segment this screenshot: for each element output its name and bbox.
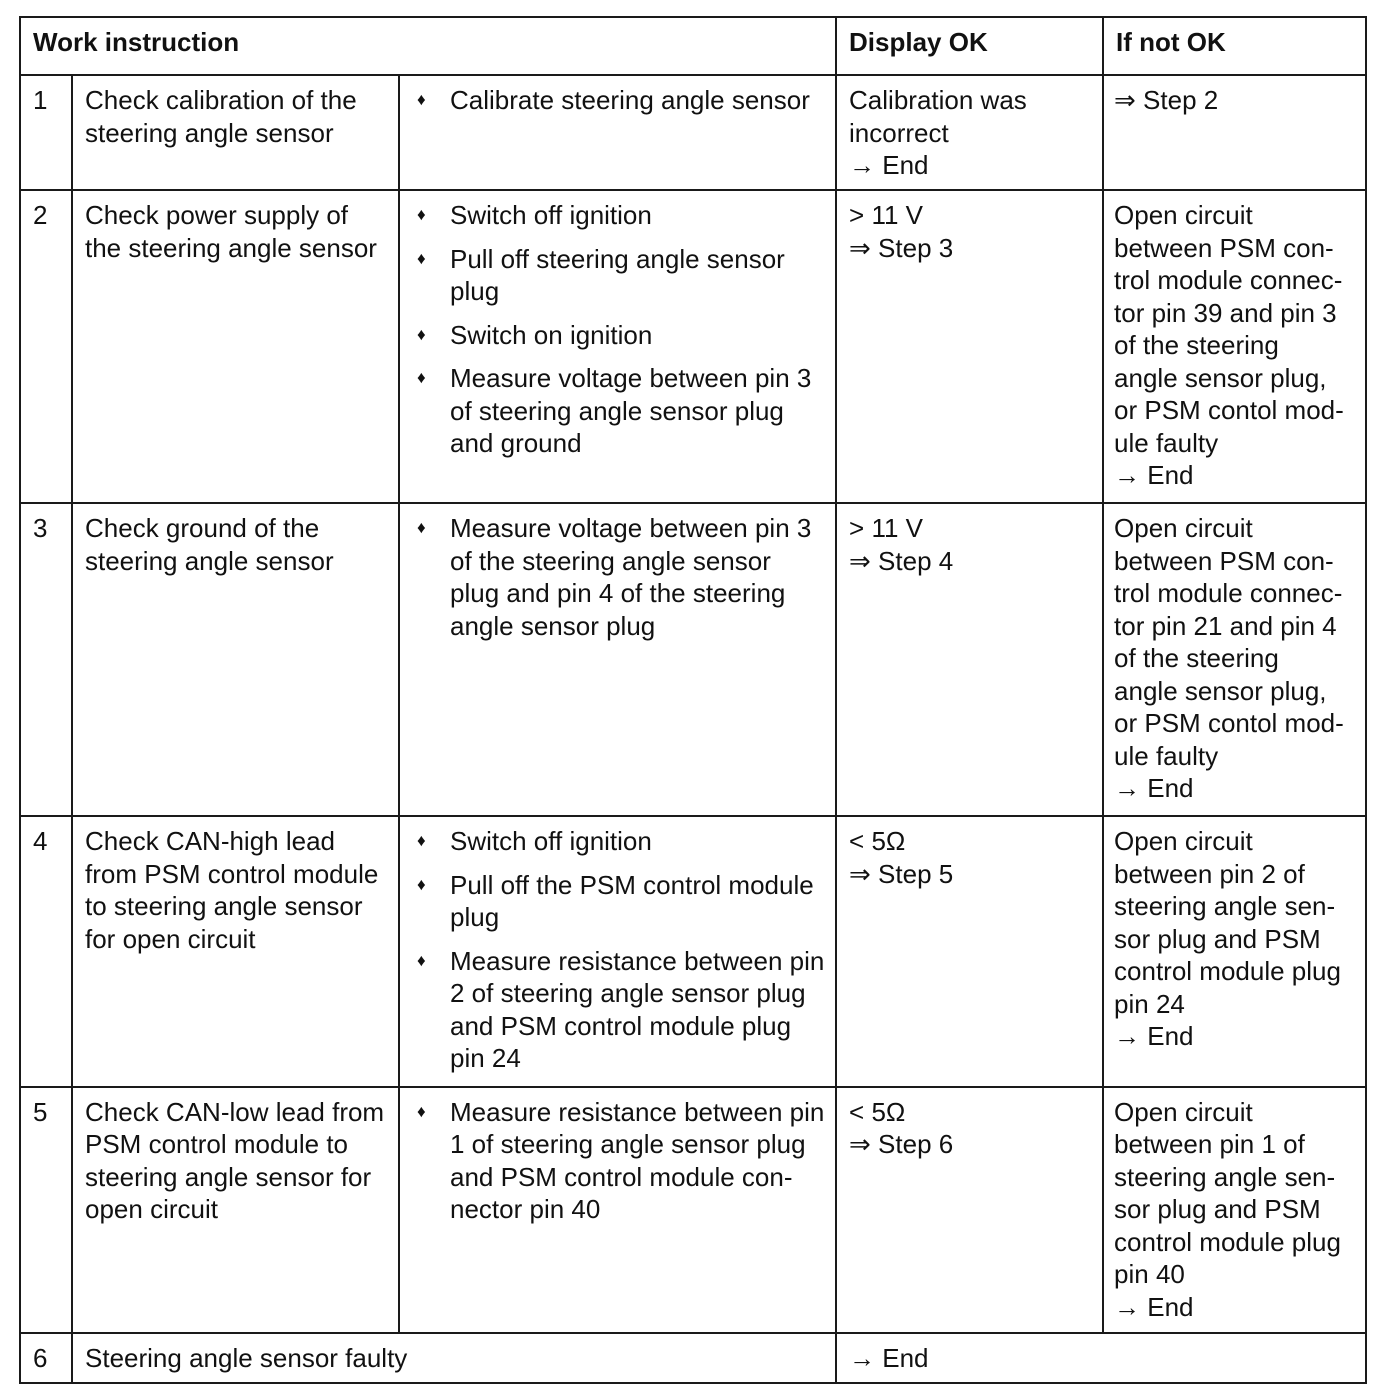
bullet-icon: ♦: [417, 324, 426, 344]
if-not-ok-cell: Open circuit between pin 2 of steering angle sen- sor plug and PSM control module plug pin 24 → End: [1103, 816, 1366, 1087]
header-display-ok: Display OK: [836, 17, 1103, 75]
table-row: [20, 1087, 1366, 1333]
bullet-icon: ♦: [417, 874, 426, 894]
step-instruction: Check CAN-high lead from PSM control module to steering angle sensor for open circuit: [72, 816, 399, 1087]
bullet-icon: ♦: [417, 368, 426, 387]
table-row: [20, 190, 1366, 503]
action-item: ♦ Measure resistance between pin 2 of steering angle sensor plug and PSM control module plug pin 24: [417, 945, 825, 1073]
action-item: ♦ Pull off steering angle sensor plug: [417, 243, 785, 306]
action-item: ♦ Switch off ignition: [417, 826, 652, 856]
header-work-instruction: Work instruction: [20, 17, 836, 75]
bullet-icon: ♦: [417, 831, 426, 850]
step-instruction: Steering angle sensor faulty: [72, 1333, 836, 1383]
bullet-icon: ♦: [417, 1101, 426, 1121]
step-actions: [399, 1087, 836, 1333]
bullet-icon: ♦: [417, 518, 426, 537]
display-ok-cell: > 11 V ⇒ Step 3: [836, 190, 1103, 503]
step-number: 3: [20, 503, 72, 816]
step-actions: [399, 75, 836, 190]
action-item: ♦ Switch off ignition: [417, 200, 652, 230]
display-ok-cell: → End: [836, 1333, 1366, 1383]
display-ok-cell: < 5Ω ⇒ Step 5: [836, 816, 1103, 1087]
step-instruction: Check power supply of the steering angle sensor: [72, 190, 399, 503]
table-body: [20, 75, 1366, 1383]
step-number: 2: [20, 190, 72, 503]
bullet-icon: ♦: [417, 248, 426, 268]
bullet-icon: ♦: [417, 205, 426, 224]
bullet-icon: ♦: [417, 90, 426, 109]
display-ok-cell: < 5Ω ⇒ Step 6: [836, 1087, 1103, 1333]
work-instruction-table: [19, 16, 1367, 1384]
step-number: 4: [20, 816, 72, 1087]
display-ok-cell: Calibration was incorrect → End: [836, 75, 1103, 190]
step-actions: [399, 503, 836, 816]
if-not-ok-cell: Open circuit between pin 1 of steering angle sen- sor plug and PSM control module plug pin 40 → End: [1103, 1087, 1366, 1333]
action-item: ♦ Measure voltage between pin 3 of steering angle sensor plug and ground: [417, 363, 812, 458]
if-not-ok-cell: ⇒ Step 2: [1103, 75, 1366, 190]
step-number: 1: [20, 75, 72, 190]
table-row: [20, 816, 1366, 1087]
action-item: ♦ Measure voltage between pin 3 of the steering angle sensor plug and pin 4 of the steering angle sensor plug: [417, 513, 812, 641]
step-actions: [399, 190, 836, 503]
display-ok-cell: > 11 V ⇒ Step 4: [836, 503, 1103, 816]
step-instruction: Check ground of the steering angle sensor: [72, 503, 399, 816]
table-row: [20, 75, 1366, 190]
if-not-ok-cell: Open circuit between PSM con- trol module connec- tor pin 21 and pin 4 of the steering angle sensor plug, or PSM contol mod- ule faulty → End: [1103, 503, 1366, 816]
step-instruction: Check CAN-low lead from PSM control module to steering angle sensor for open circuit: [72, 1087, 399, 1333]
table-row: [20, 503, 1366, 816]
bullet-icon: ♦: [417, 950, 426, 970]
step-instruction: Check calibration of the steering angle sensor: [72, 75, 399, 190]
if-not-ok-cell: Open circuit between PSM con- trol module connec- tor pin 39 and pin 3 of the steering angle sensor plug, or PSM contol mod- ule faulty → End: [1103, 190, 1366, 503]
action-item: ♦ Measure resistance between pin 1 of steering angle sensor plug and PSM control module con-nector pin 40: [417, 1096, 825, 1224]
table-row-final: [20, 1333, 1366, 1383]
action-item: ♦ Pull off the PSM control module plug: [417, 869, 814, 932]
header-if-not-ok: If not OK: [1103, 17, 1366, 75]
action-item: ♦ Calibrate steering angle sensor: [417, 85, 810, 115]
step-actions: [399, 816, 836, 1087]
action-item: ♦ Switch on ignition: [417, 319, 653, 350]
header-row: [20, 17, 1366, 75]
step-number: 5: [20, 1087, 72, 1333]
step-number: 6: [20, 1333, 72, 1383]
